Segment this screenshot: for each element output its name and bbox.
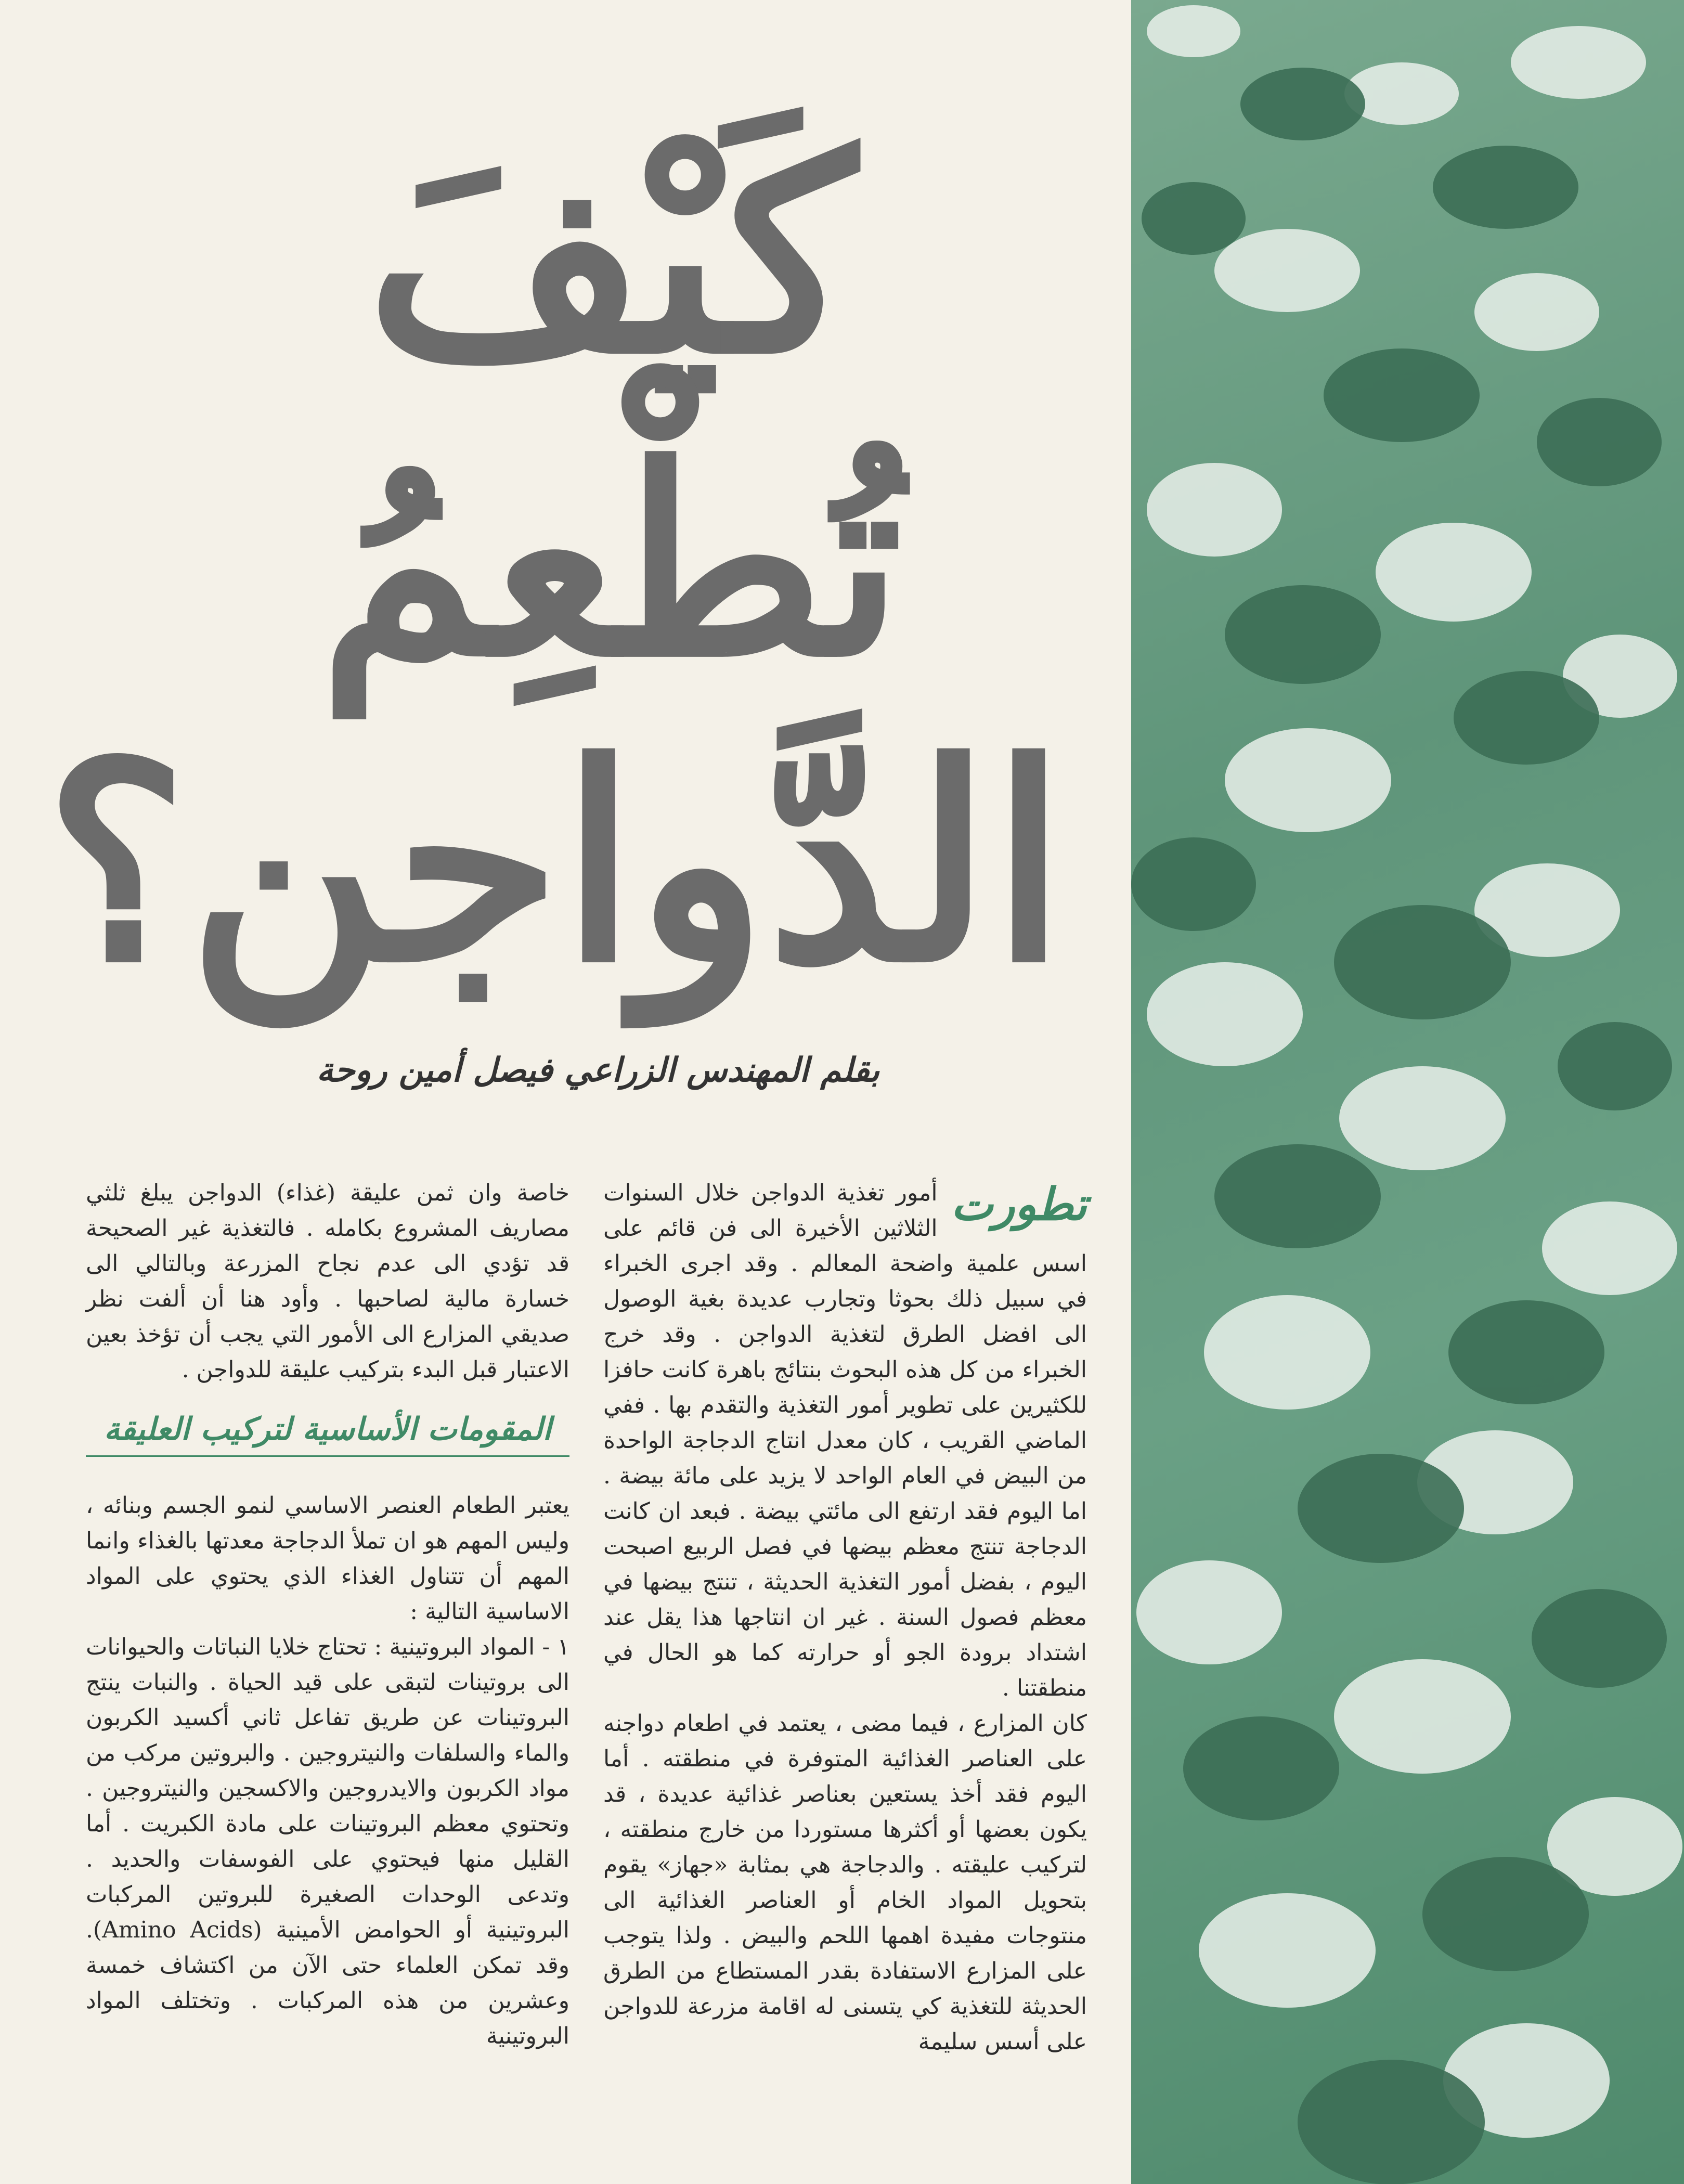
paragraph: كان المزارع ، فيما مضى ، يعتمد في اطعام دواجنه على العناصر الغذائية المتوفرة في منطقته . أما اليوم فقد أخذ يستعين بعناصر غذائية عديدة ، قد يكون بعضها أو أكثرها مستوردا من خارج منطقته ، لتركيب عليقته . والدجاجة هي بمثابة «جهاز» يقوم بتحويل المواد الخام أو العناصر الغذائية الى منتوجات مفيدة اهمها اللحم والبيض . ولذا يتوجب على المزارع الاستفادة بقدر المستطاع من الطرق الحديثة للتغذية كي يتسنى له اقامة مزرعة للدواجن على أسس سليمة [603, 1710, 1087, 2055]
paragraph: أمور تغذية الدواجن خلال السنوات الثلاثين الأخيرة الى فن قائم على اسس علمية واضحة المعالم . وقد اجرى الخبراء في سبيل ذلك بحوثا وتجارب عديدة بغية الوصول الى افضل الطرق لتغذية الدواجن . وقد خرج الخبراء من كل هذه البحوث بنتائج باهرة كانت حافزا للكثيرين على تطوير أمور التغذية والتقدم بها . ففي الماضي القريب ، كان معدل انتاج الدجاجة الواحدة من البيض في العام الواحد لا يزيد على مائة بيضة . اما اليوم فقد ارتفع الى مائتي بيضة . فبعد ان كانت الدجاجة تنتج معظم بيضها في فصل الربيع اصبحت اليوم ، بفضل أمور التغذية الحديثة ، تنتج بيضها في معظم فصول السنة . غير ان انتاجها هذا يقل عند اشتداد برودة الجو أو حرارته كما هو الحال في منطقتنا . [603, 1180, 1087, 1701]
chickens-photo [1131, 0, 1684, 2184]
byline: بقلم المهندس الزراعي فيصل أمين روحة [316, 1051, 880, 1090]
drop-word: تطورت [951, 1178, 1087, 1231]
title-line-2: تُطْعِمُ [319, 409, 903, 714]
title-line-1: كَيْفَ [366, 96, 857, 413]
article-column-left [86, 1175, 569, 2054]
article-column-right [603, 1175, 1087, 2060]
paragraph: يعتبر الطعام العنصر الاساسي لنمو الجسم وبنائه ، وليس المهم هو ان تملأ الدجاجة معدتها بالغذاء وانما المهم أن تتناول الغذاء الذي يحتوي على المواد الاساسية التالية : [86, 1492, 569, 1625]
paragraph: خاصة وان ثمن عليقة (غذاء) الدواجن يبلغ ثلثي مصاريف المشروع بكامله . فالتغذية غير الصحيحة قد تؤدي الى عدم نجاح المزرعة وبالتالي الى خسارة مالية لصاحبها . وأود هنا أن ألفت نظر صديقي المزارع الى الأمور التي يجب أن تؤخذ بعين الاعتبار قبل البدء بتركيب عليقة للدواجن . [86, 1180, 569, 1383]
chickens-flock-illustration [1131, 0, 1684, 2184]
title-line-3: الدَّواجن؟ [44, 704, 1066, 1022]
paragraph: ١ - المواد البروتينية : تحتاج خلايا النباتات والحيوانات الى بروتينات لتبقى على قيد الحياة . والنبات ينتج البروتينات عن طريق تفاعل ثاني أكسيد الكربون والماء والسلفات والنيتروجين . والبروتين مركب من مواد الكربون والايدروجين والاكسجين والنيتروجين . وتحتوي معظم البروتينات على مادة الكبريت . أما القليل منها فيحتوي على الفوسفات والحديد . وتدعى الوحدات الصغيرة للبروتين المركبات البروتينية أو الحوامض الأمينية (Amino Acids). وقد تمكن العلماء حتى الآن من اكتشاف خمسة وعشرين من هذه المركبات . وتختلف المواد البروتينية [86, 1634, 570, 2049]
section-subheading: المقومات الأساسية لتركيب العليقة [86, 1408, 569, 1457]
